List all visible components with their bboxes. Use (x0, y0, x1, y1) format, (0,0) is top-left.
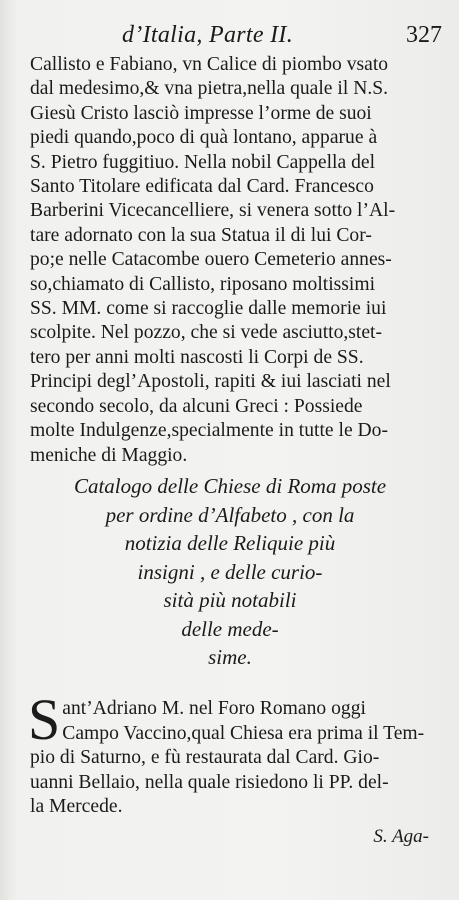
body-line: po;e nelle Catacombe ouero Cemeterio annes- (30, 249, 392, 271)
page-number: 327 (406, 22, 442, 48)
body-line: Santo Titolare edificata dal Card. Francesco (30, 176, 374, 198)
running-title: d’Italia, Parte II. (122, 22, 293, 48)
body-line: Giesù Cristo lasciò impresse l’orme de suoi (30, 102, 372, 124)
heading-line: sime. (208, 645, 252, 669)
heading-line: delle mede- (181, 616, 279, 641)
body-line: SS. MM. come si raccoglie dalle memorie iui (30, 298, 387, 320)
body-line: Barberini Vicecancelliere, si venera sotto l’Al- (30, 200, 396, 222)
body-line: tare adornato con la sua Statua il di lui Cor- (30, 224, 372, 246)
heading-line: sità più notabili (163, 588, 297, 612)
body-line: tero per anni molti nascosti li Corpi de SS. (30, 346, 364, 368)
drop-cap: S (28, 687, 61, 752)
catalog-entry (28, 687, 432, 820)
body-line: piedi quando,poco di quà lontano, apparue à (30, 127, 378, 149)
body-line: dal medesimo,& vna pietra,nella quale il N.S. (30, 78, 389, 100)
entry-line: pio di Saturno, e fù restaurata dal Card. Gio- (30, 747, 380, 769)
body-line: Principi degl’Apostoli, rapiti & iui lasciati nel (30, 371, 391, 393)
section-heading (30, 472, 430, 672)
heading-line: notizia delle Reliquie più (124, 531, 336, 555)
heading-line: Catalogo delle Chiese di Roma poste (73, 474, 387, 498)
heading-line: per ordine d’Alfabeto , con la (105, 502, 355, 527)
entry-line: ant’Adriano M. nel Foro Romano oggi (62, 698, 366, 719)
body-line: molte Indulgenze,specialmente in tutte le Do- (30, 420, 389, 442)
body-line: S. Pietro fuggitiuo. Nella nobil Cappella del (30, 151, 376, 173)
catchword: S. Aga- (373, 826, 429, 847)
heading-line: insigni , e delle curio- (137, 559, 323, 584)
running-head (122, 22, 442, 52)
entry-line: la Mercede. (30, 796, 123, 818)
body-line: so,chiamato di Callisto, riposano moltissimi (30, 273, 376, 295)
body-line: secondo secolo, da alcuni Greci : Possiede (30, 395, 363, 417)
body-line: meniche di Maggio. (30, 444, 188, 466)
entry-line: Campo Vaccino,qual Chiesa era prima il Tem- (62, 722, 425, 744)
body-paragraph (30, 53, 432, 468)
entry-line: uanni Bellaio, nella quale risiedono li PP. del- (30, 771, 389, 793)
body-line: Callisto e Fabiano, vn Calice di piombo vsato (30, 54, 389, 75)
body-line: scolpite. Nel pozzo, che si vede asciutto,stet- (30, 322, 383, 344)
